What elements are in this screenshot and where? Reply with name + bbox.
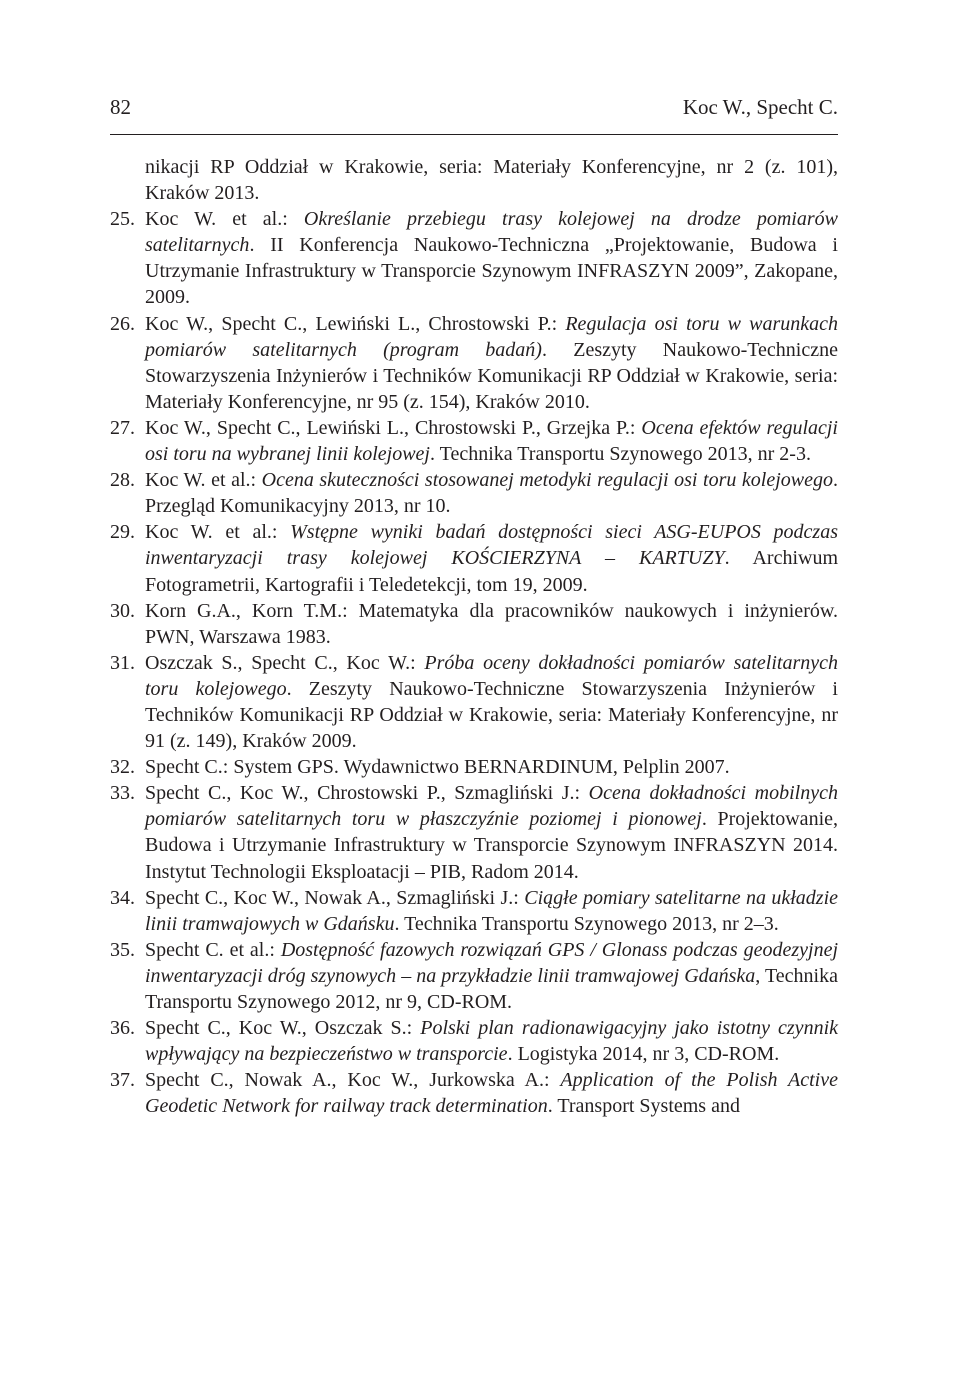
reference-item: [110, 754, 838, 780]
reference-authors: Specht C., Koc W., Chrostowski P., Szmagliński J.:: [145, 782, 589, 805]
reference-source: . Zeszyty Naukowo-Techniczne Stowarzyszenia Inżynierów i Techników Komunikacji RP Oddział w Krakowie, seria: Materiały Konferencyjne, nr 91 (z. 149), Kraków 2009.: [145, 677, 838, 753]
reference-number: 25.: [110, 208, 135, 231]
reference-item: [110, 311, 838, 415]
reference-number: 28.: [110, 469, 135, 492]
reference-item: [110, 598, 838, 650]
reference-authors: Oszczak S., Specht C., Koc W.:: [145, 651, 425, 674]
reference-authors: Specht C., Nowak A., Koc W., Jurkowska A.:: [145, 1069, 561, 1092]
reference-authors: Specht C.:: [145, 756, 234, 779]
reference-number: 29.: [110, 521, 135, 544]
reference-source: . Archiwum Fotogrametrii, Kartografii i Teledetekcji, tom 19, 2009.: [145, 547, 838, 596]
reference-number: 34.: [110, 886, 135, 909]
reference-title: Ciągłe pomiary satelitarne na układzie linii tramwajowych w Gdańsku: [145, 886, 839, 935]
reference-source: nikacji RP Oddział w Krakowie, seria: Materiały Konferencyjne, nr 2 (z. 101), Kraków 2013.: [145, 156, 838, 205]
reference-item: [110, 650, 838, 754]
reference-title: Wstępne wyniki badań dostępności sieci ASG-EUPOS podczas inwentaryzacji trasy kolejowej KOŚCIERZYNA – KARTUZY: [145, 521, 838, 570]
reference-item: [110, 519, 838, 597]
reference-item: [110, 1015, 838, 1067]
reference-source: . Przegląd Komunikacyjny 2013, nr 10.: [145, 469, 838, 518]
reference-authors: Specht C., Koc W., Nowak A., Szmagliński J.:: [145, 886, 525, 909]
reference-item: [110, 206, 838, 310]
reference-number: 31.: [110, 651, 135, 674]
reference-title: Ocena dokładności mobilnych pomiarów satelitarnych toru w płaszczyźnie poziomej i pionowej: [145, 782, 838, 831]
reference-authors: Specht C., Koc W., Oszczak S.:: [145, 1017, 421, 1040]
reference-number: 26.: [110, 312, 135, 335]
reference-item: [110, 415, 838, 467]
reference-source: . Technika Transportu Szynowego 2013, nr 2–3.: [394, 912, 779, 935]
running-head: Koc W., Specht C.: [682, 95, 838, 119]
reference-authors: Koc W., Specht C., Lewiński L., Chrostowski P., Grzejka P.:: [145, 416, 642, 439]
header-rule: [110, 134, 838, 135]
reference-number: 30.: [110, 599, 135, 622]
reference-title: Application of the Polish Active Geodetic Network for railway track determination: [145, 1069, 838, 1118]
reference-source: . Projektowanie, Budowa i Utrzymanie Infrastruktury w Transporcie Szynowym INFRASZYN 2014. Instytut Technologii Eksploatacji – PIB, Radom 2014.: [145, 808, 838, 883]
reference-number: 27.: [110, 416, 135, 439]
reference-number: 35.: [110, 938, 135, 961]
reference-authors: Specht C. et al.:: [145, 938, 281, 961]
reference-item: [110, 937, 838, 1015]
reference-source: . II Konferencja Naukowo-Techniczna „Projektowanie, Budowa i Utrzymanie Infrastruktury w Transporcie Szynowym INFRASZYN 2009”, Zakopane, 2009.: [145, 234, 838, 309]
reference-item: [110, 1067, 838, 1119]
reference-number: 33.: [110, 782, 135, 805]
reference-item: [110, 467, 838, 519]
reference-source: System GPS. Wydawnictwo BERNARDINUM, Pelplin 2007.: [233, 756, 730, 779]
reference-title: Ocena efektów regulacji osi toru na wybranej linii kolejowej: [145, 416, 838, 466]
reference-source: . Zeszyty Naukowo-Techniczne Stowarzyszenia Inżynierów i Techników Komunikacji RP Oddział w Krakowie, seria: Materiały Konferencyjne, nr 95 (z. 154), Kraków 2010.: [145, 338, 838, 413]
reference-authors: Koc W., Specht C., Lewiński L., Chrostowski P.:: [145, 312, 566, 335]
reference-source: . Logistyka 2014, nr 3, CD-ROM.: [507, 1043, 780, 1066]
reference-source: . Technika Transportu Szynowego 2013, nr 2-3.: [429, 443, 811, 466]
reference-authors: Koc W. et al.:: [145, 208, 304, 231]
reference-title: Określanie przebiegu trasy kolejowej na drodze pomiarów satelitarnych: [145, 208, 838, 257]
reference-title: Polski plan radionawigacyjny jako istotny czynnik wpływający na bezpieczeństwo w transporcie: [145, 1017, 838, 1066]
reference-number: 37.: [110, 1069, 135, 1092]
reference-authors: Korn G.A., Korn T.M.:: [145, 599, 359, 622]
page-header: [110, 95, 838, 127]
reference-title: Ocena skuteczności stosowanej metodyki regulacji osi toru kolejowego: [261, 469, 833, 492]
reference-number: 32.: [110, 756, 135, 779]
reference-list: [110, 154, 838, 1119]
reference-source: Matematyka dla pracowników naukowych i inżynierów. PWN, Warszawa 1983.: [145, 599, 838, 648]
reference-authors: Koc W. et al.:: [145, 521, 291, 544]
reference-source: . Transport Systems and: [547, 1095, 740, 1118]
reference-item: [110, 154, 838, 206]
reference-authors: Koc W. et al.:: [145, 469, 262, 492]
reference-number: 36.: [110, 1017, 135, 1040]
reference-title: Próba oceny dokładności pomiarów satelitarnych toru kolejowego: [145, 651, 839, 700]
page-number: 82: [110, 95, 131, 119]
reference-item: [110, 885, 838, 937]
reference-title: Regulacja osi toru w warunkach pomiarów satelitarnych (program badań): [145, 312, 838, 361]
reference-item: [110, 780, 838, 884]
reference-source: , Technika Transportu Szynowego 2012, nr 9, CD-ROM.: [145, 964, 838, 1013]
reference-title: Dostępność fazowych rozwiązań GPS / Glonass podczas geodezyjnej inwentaryzacji dróg szynowych – na przykładzie linii tramwajowej Gdańska: [145, 938, 839, 987]
